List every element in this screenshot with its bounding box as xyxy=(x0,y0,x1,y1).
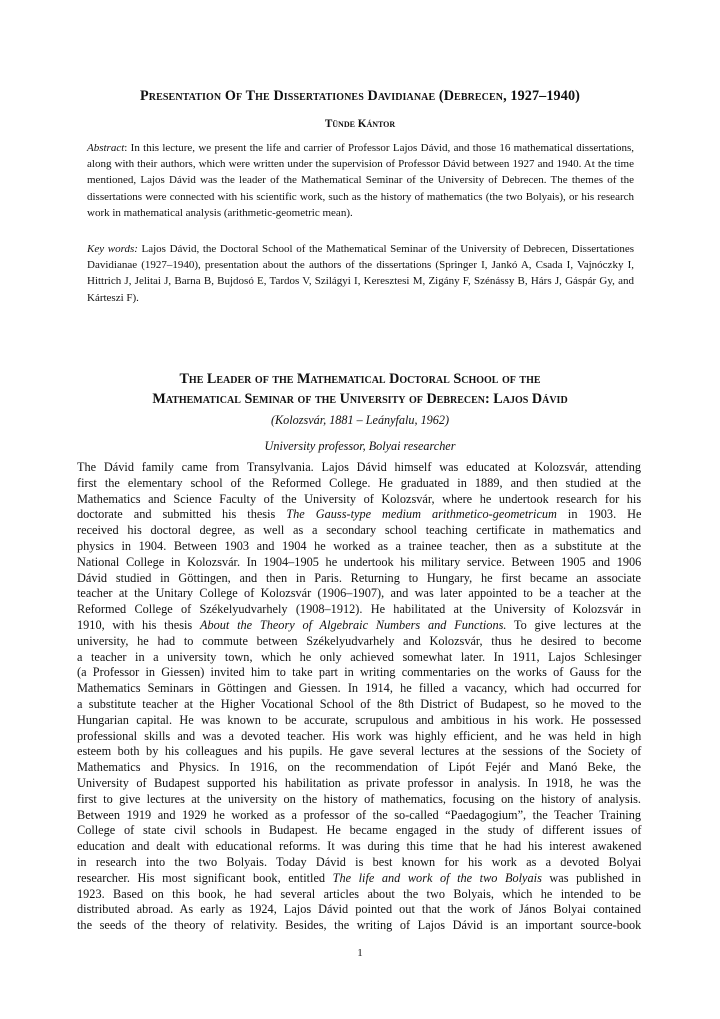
keywords xyxy=(87,241,634,306)
body-line-part: in 1903. He xyxy=(556,507,642,522)
section-dates: (Kolozsvár, 1881 – Leányfalu, 1962) xyxy=(270,413,450,427)
body-line-part: doctorate and submitted his thesis xyxy=(77,507,287,522)
page-number: 1 xyxy=(357,947,363,959)
body-line: university, he had to commute between Székelyudvarhely and Kolozsvár, thus he desired to become xyxy=(77,633,642,648)
body-line: Reformed College of Székelyudvarhely (1908–1912). He habilitated at the University of Kolozsvár in xyxy=(77,602,641,617)
body-line: received his doctoral degree, as well as a secondary school teaching certificate in mathematics and xyxy=(77,523,641,538)
body-line: Hungarian capital. He was known to be accurate, scrupulous and ambitious in his work. He possessed xyxy=(77,712,641,727)
abstract xyxy=(87,140,634,221)
section-role: University professor, Bolyai researcher xyxy=(264,439,456,453)
body-line: education and dealt with educational reforms. It was during this time that he had his interest awakened xyxy=(77,839,642,854)
body-line: National College in Kolozsvár. In 1904–1905 he undertook his military service. Between 1905 and 1906 xyxy=(77,554,642,569)
paper-title: Presentation Of The Dissertationes Davidianae (Debrecen, 1927–1940) xyxy=(140,88,580,104)
body-line: College of state civil schools in Budapest. He became engaged in the study of different issues of xyxy=(77,823,642,838)
body-line: Mathematics and Physics. In 1916, on the recommendation of Lipót Fejér and Manó Beke, the xyxy=(77,760,641,775)
body-line: first the elementary school of the Reformed College. He graduated in 1889, and then studied at the xyxy=(77,475,641,490)
body-line: teacher at the Unitary College of Kolozsvár (1906–1907), and was later appointed to be a teacher at the xyxy=(77,586,642,601)
body-line xyxy=(77,871,641,887)
body-line-part: researcher. His most significant book, entitled xyxy=(77,870,333,885)
keywords-label: Key words: xyxy=(87,243,138,255)
section-title-line-2: Mathematical Seminar of the University of Debrecen: Lajos Dávid xyxy=(152,390,568,407)
body-line xyxy=(77,618,641,634)
section-title-line-1: The Leader of the Mathematical Doctoral School of the xyxy=(179,371,541,387)
body-line: 1923. Based on this book, he had several articles about the two Bolyais, which he intended to be xyxy=(77,886,642,901)
book-title: The life and work of the two Bolyais xyxy=(332,870,542,885)
body-line: Mathematics and Science Faculty of the University of Kolozsvár, where he undertook research for his xyxy=(77,491,642,506)
body-line: a substitute teacher at the Higher Vocational School of the 8th District of Budapest, so he moved to the xyxy=(77,696,642,711)
body-line: The Dávid family came from Transylvania. Lajos Dávid himself was educated at Kolozsvár, attending xyxy=(77,460,641,474)
body-line-part: was published in xyxy=(541,870,641,885)
body-line: in research into the two Bolyais. Today Dávid is best known for his work as a devoted Bolyai xyxy=(77,854,642,869)
thesis-title-1: The Gauss-type medium arithmetico-geometricum xyxy=(286,507,557,522)
body-line: distributed abroad. As early as 1924, Lajos Dávid pointed out that the work of János Bolyai contained xyxy=(77,902,641,917)
body-line: first to give lectures at the university on the history of mathematics, focusing on the history of analysis. xyxy=(77,791,641,806)
body-text xyxy=(77,460,641,934)
body-line: physics in 1904. Between 1903 and 1904 he worked as a trainee teacher, then as a substitute at the xyxy=(77,538,642,553)
body-line: professional skills and was a devoted teacher. His work was highly efficient, and he was held in high xyxy=(77,728,642,743)
keywords-text: Lajos Dávid, the Doctoral School of the Mathematical Seminar of the University of Debrecen, Dissertationes Davidianae (1927–1940), presentation about the authors of the dissertations (Springer I, Jankó A, Csada I, Vajnóczky I, Hittrich J, Jelitai J, Barna B, Bujdosó E, Tardos V, Szilágyi I, Keresztesi M, Zigány F, Szénássy B, Hárs J, Gáspár Gy, and Kárteszi F). xyxy=(87,243,634,304)
section-title xyxy=(60,370,660,409)
body-line: Mathematics Seminars in Göttingen and Giessen. In 1914, he filled a vacancy, which had occurred for xyxy=(77,681,641,696)
body-line: esteem both by his colleagues and his pupils. He gave several lectures at the sessions of the Society of xyxy=(77,744,642,759)
body-line: the seeds of the theory of relativity. Besides, the writing of Lajos Dávid is an important source-book xyxy=(77,918,642,933)
abstract-text: : In this lecture, we present the life and carrier of Professor Lajos Dávid, and those 16 mathematical dissertations, along with their authors, which were written under the supervision of Professor Dávid between 1927 and 1940. At the time mentioned, Lajos Dávid was the leader of the Mathematical Seminar of the University of Debrecen. The themes of the dissertations were connected with his scientific work, such as the history of mathematics (the two Bolyais), or his research work in mathematical analysis (arithmetic-geometric mean). xyxy=(87,142,634,219)
body-line: Dávid studied in Göttingen, and then in Paris. Returning to Hungary, he first became an associate xyxy=(77,570,641,585)
body-line-part: 1910, with his thesis xyxy=(77,617,200,632)
body-line-part: To give lectures at the xyxy=(506,617,642,632)
body-line: (a Professor in Giessen) invited him to take part in writing commentaries on the works of Gauss for the xyxy=(77,665,642,680)
abstract-label: Abstract xyxy=(87,142,125,154)
thesis-title-2: About the Theory of Algebraic Numbers and Functions. xyxy=(199,617,507,632)
body-line xyxy=(77,507,641,523)
body-line: a teacher in a university town, which he only achieved somewhat later. In 1911, Lajos Schlesinger xyxy=(77,649,642,664)
paper-author: Tünde Kántor xyxy=(324,118,396,130)
body-line: Between 1919 and 1929 he worked as a professor of the so-called “Paedagogium”, the Teacher Training xyxy=(77,807,641,822)
body-line: University of Budapest supported his habilitation as private professor in analysis. In 1918, he was the xyxy=(77,775,641,790)
